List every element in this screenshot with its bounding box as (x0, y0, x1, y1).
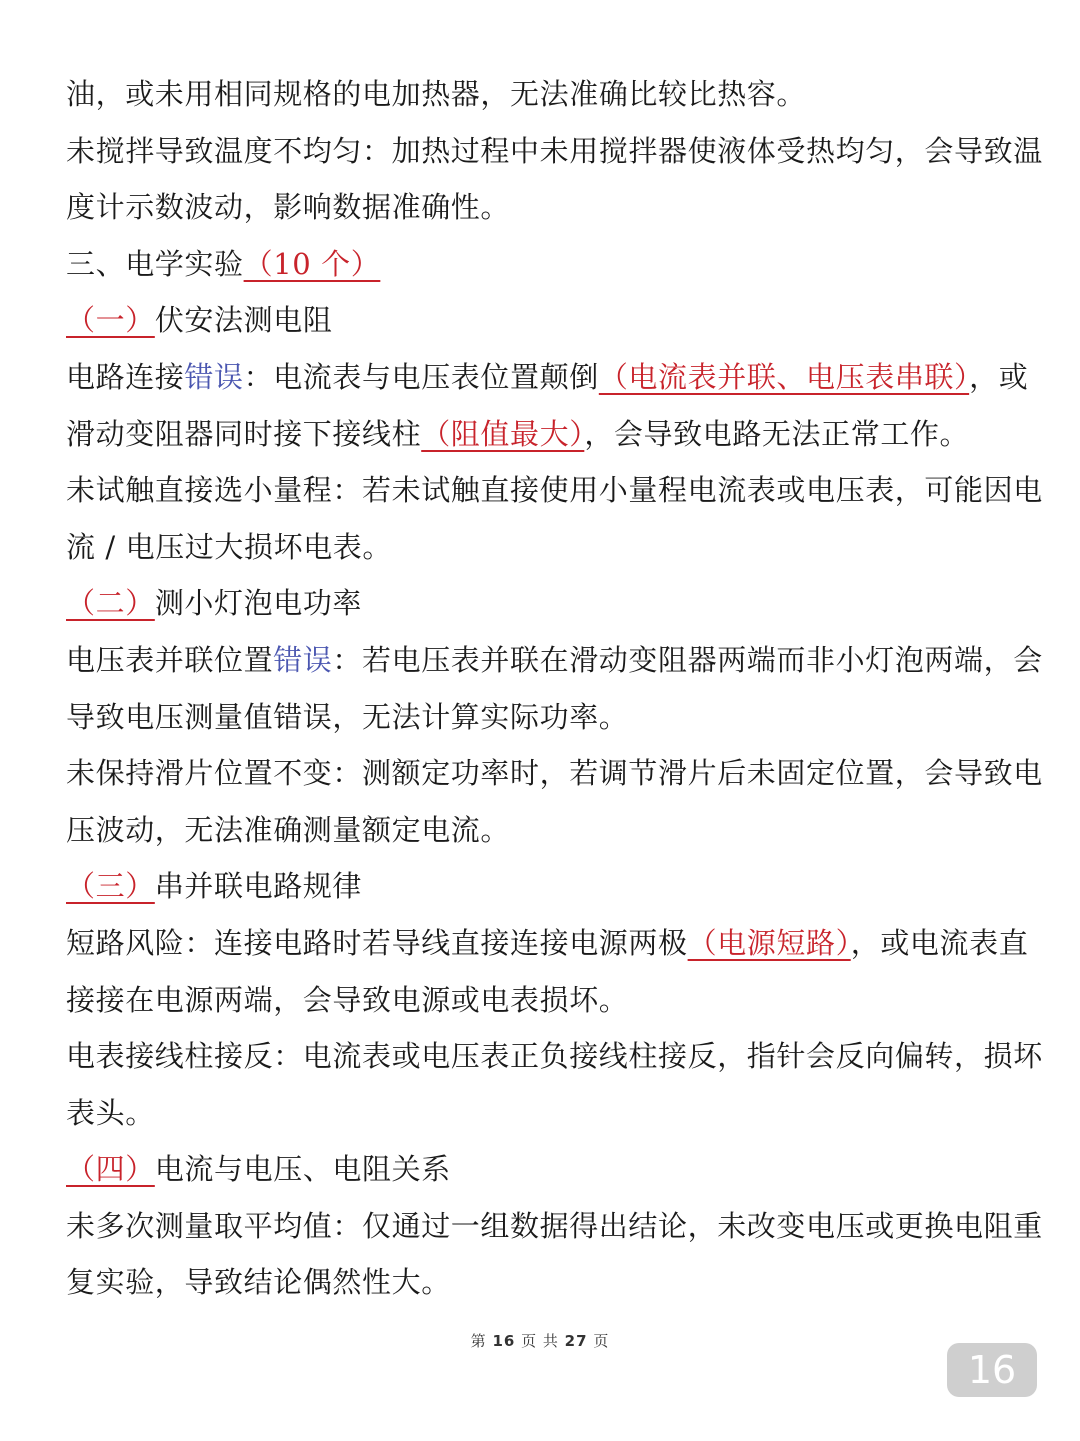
text-line: 电表接线柱接反：电流表或电压表正负接线柱接反，指针会反向偏转，损坏 (66, 1039, 1043, 1074)
red-annotation: （电流表并联、电压表串联） (598, 359, 970, 394)
section-heading: 三、电学实验（10 个） (66, 246, 381, 281)
text-line: 导致电压测量值错误，无法计算实际功率。 (66, 699, 629, 734)
text-line: 压波动，无法准确测量额定电流。 (66, 812, 511, 847)
subheading-4 (66, 1141, 1016, 1198)
text-line: 短路风险：连接电路时若导线直接连接电源两极（电源短路），或电流表直 (66, 925, 1029, 960)
text-line: 复实验，导致结论偶然性大。 (66, 1265, 451, 1300)
text-line: 流 / 电压过大损坏电表。 (66, 529, 393, 564)
subheading-title: 伏安法测电阻 (154, 303, 333, 338)
subheading-2 (66, 575, 1016, 632)
document-body (66, 66, 1043, 1311)
subheading-number: （一） (66, 303, 155, 338)
text-line: 未多次测量取平均值：仅通过一组数据得出结论，未改变电压或更换电阻重 (66, 1208, 1043, 1243)
subheading-title: 电流与电压、电阻关系 (154, 1152, 451, 1187)
text-line: 油，或未用相同规格的电加热器，无法准确比较比热容。 (66, 77, 807, 111)
subheading-number: （三） (66, 869, 155, 904)
text-line: 未保持滑片位置不变：测额定功率时，若调节滑片后未固定位置，会导致电 (66, 756, 1043, 791)
text-line: 度计示数波动，影响数据准确性。 (66, 190, 511, 225)
subheading-title: 串并联电路规律 (154, 869, 363, 904)
red-annotation: （阻值最大） (421, 416, 585, 451)
text-line: 电路连接错误：电流表与电压表位置颠倒（电流表并联、电压表串联），或 (66, 359, 1029, 394)
text-line: 滑动变阻器同时接下接线柱（阻值最大），会导致电路无法正常工作。 (66, 416, 970, 451)
highlight-word: 错误 (184, 359, 244, 394)
text-line: 接接在电源两端，会导致电源或电表损坏。 (66, 982, 629, 1017)
subheading-number: （二） (66, 586, 155, 621)
total-page-number: 27 (564, 1332, 588, 1350)
subheading-number: （四） (66, 1152, 155, 1187)
red-annotation: （电源短路） (687, 925, 851, 960)
text-line: 电压表并联位置错误：若电压表并联在滑动变阻器两端而非小灯泡两端，会 (66, 642, 1043, 677)
text-line: 未试触直接选小量程：若未试触直接使用小量程电流表或电压表，可能因电 (66, 473, 1043, 508)
text-line: 未搅拌导致温度不均匀：加热过程中未用搅拌器使液体受热均匀，会导致温 (66, 133, 1043, 168)
subheading-title: 测小灯泡电功率 (154, 586, 363, 621)
subheading-1 (66, 292, 1016, 349)
experiment-count: （10 个） (243, 246, 381, 281)
text-line: 表头。 (66, 1095, 155, 1130)
page-footer: 第 16 页 共 27 页 (470, 1332, 610, 1350)
highlight-word: 错误 (273, 642, 333, 677)
page-badge: 16 (947, 1343, 1037, 1397)
subheading-3 (66, 858, 1016, 915)
current-page-number: 16 (492, 1332, 516, 1350)
